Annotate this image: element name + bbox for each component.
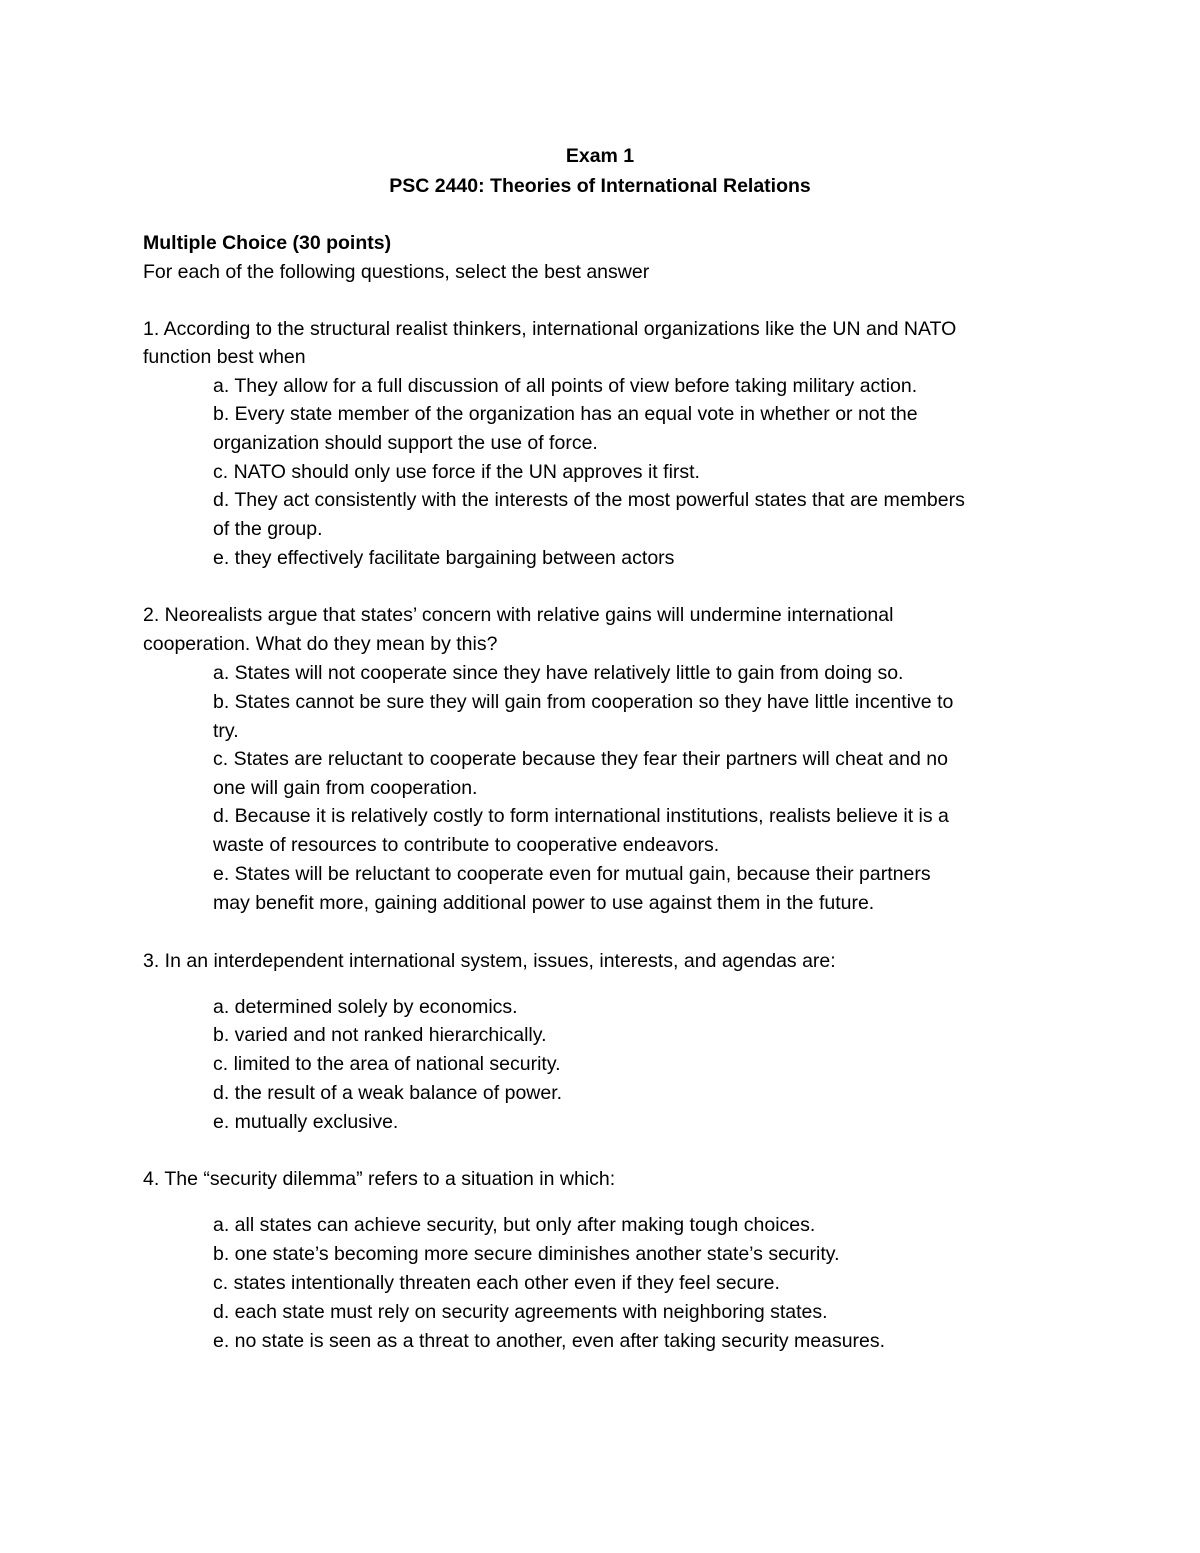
exam-title: Exam 1 [565,145,635,167]
question-1-option-b-cont: organization should support the use of force. [213,432,598,454]
question-3-option-e: e. mutually exclusive. [213,1111,399,1133]
question-4-option-e: e. no state is seen as a threat to another, even after taking security measures. [213,1330,886,1352]
question-2-option-b: b. States cannot be sure they will gain from cooperation so they have little incentive to [213,691,954,713]
question-1-stem-line-1: 1. According to the structural realist thinkers, international organizations like the UN and NATO [143,318,957,340]
question-3-option-a: a. determined solely by economics. [213,996,518,1018]
question-4-option-c: c. states intentionally threaten each other even if they feel secure. [213,1272,780,1294]
question-3-stem: 3. In an interdependent international system, issues, interests, and agendas are: [143,950,836,972]
question-2-option-b-cont: try. [213,720,239,742]
question-1-stem-line-2: function best when [143,346,306,368]
question-2-stem-line-1: 2. Neorealists argue that states’ concern with relative gains will undermine international [143,604,894,626]
question-4-stem: 4. The “security dilemma” refers to a situation in which: [143,1168,616,1190]
question-2-option-e-cont: may benefit more, gaining additional power to use against them in the future. [213,892,875,914]
question-4-option-a: a. all states can achieve security, but only after making tough choices. [213,1214,816,1236]
question-2-option-c: c. States are reluctant to cooperate because they fear their partners will cheat and no [213,748,948,770]
question-1-option-b: b. Every state member of the organization has an equal vote in whether or not the [213,403,918,425]
question-1-option-d: d. They act consistently with the interests of the most powerful states that are members [213,489,965,511]
question-1-option-e: e. they effectively facilitate bargaining between actors [213,547,675,569]
question-2-option-c-cont: one will gain from cooperation. [213,777,478,799]
question-2-option-d: d. Because it is relatively costly to form international institutions, realists believe it is a [213,805,949,827]
question-3-option-b: b. varied and not ranked hierarchically. [213,1024,547,1046]
question-1-option-a: a. They allow for a full discussion of all points of view before taking military action. [213,375,918,397]
question-1-option-c: c. NATO should only use force if the UN approves it first. [213,461,700,483]
question-2-stem-line-2: cooperation. What do they mean by this? [143,633,498,655]
question-2-option-a: a. States will not cooperate since they have relatively little to gain from doing so. [213,662,904,684]
question-2-option-e: e. States will be reluctant to cooperate even for mutual gain, because their partners [213,863,931,885]
question-2-option-d-cont: waste of resources to contribute to cooperative endeavors. [213,834,720,856]
question-4-option-b: b. one state’s becoming more secure diminishes another state’s security. [213,1243,840,1265]
question-3-option-d: d. the result of a weak balance of power. [213,1082,563,1104]
question-1-option-d-cont: of the group. [213,518,323,540]
section-instructions: For each of the following questions, select the best answer [143,261,650,283]
course-title: PSC 2440: Theories of International Relations [389,175,811,197]
question-4-option-d: d. each state must rely on security agreements with neighboring states. [213,1301,828,1323]
section-heading: Multiple Choice (30 points) [143,232,392,254]
question-3-option-c: c. limited to the area of national security. [213,1053,561,1075]
